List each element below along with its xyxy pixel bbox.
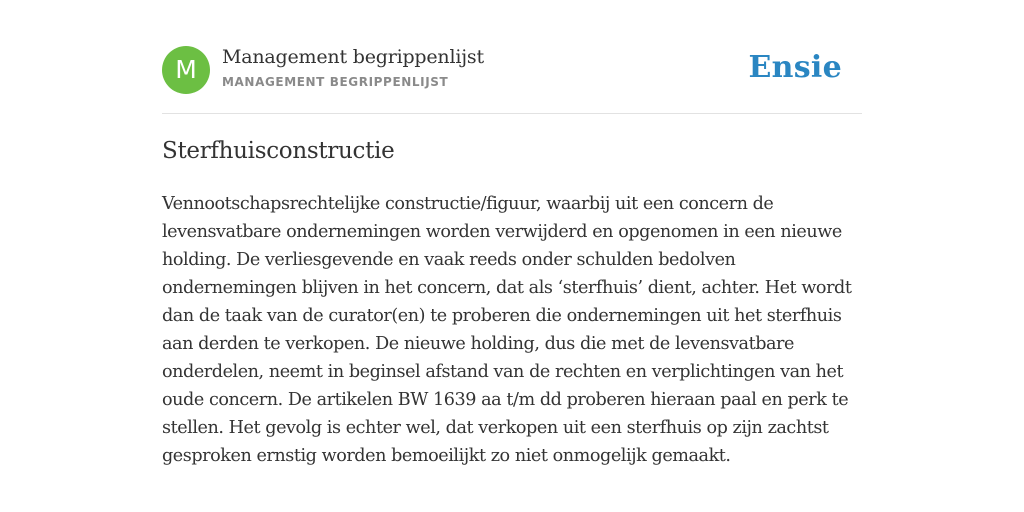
header-divider xyxy=(162,113,862,114)
list-title-link[interactable]: Management begrippenlijst xyxy=(222,46,484,68)
definition-card xyxy=(162,0,862,512)
list-subtitle: MANAGEMENT BEGRIPPENLIJST xyxy=(222,75,449,89)
term-definition: Vennootschapsrechtelijke constructie/figuur, waarbij uit een concern de levensvatbare ondernemingen worden verwijderd en opgenomen in een nieuwe holding. De verliesgevende en vaak reeds onder schulden bedolven ondernemingen blijven in het concern, dat als ‘sterfhuis’ dient, achter. Het wordt dan de taak van de curator(en) te proberen die ondernemingen uit het sterfhuis aan derden te verkopen. De nieuwe holding, dus die met de levensvatbare onderdelen, neemt in beginsel afstand van de rechten en verplichtingen van het oude concern. De artikelen BW 1639 aa t/m dd proberen hieraan paal en perk te stellen. Het gevolg is echter wel, dat verkopen uit een sterfhuis op zijn zachtst gesproken ernstig worden bemoeilijkt zo niet onmogelijk gemaakt. xyxy=(162,194,852,466)
card-header xyxy=(162,46,862,96)
term-title: Sterfhuisconstructie xyxy=(162,138,395,164)
ensie-logo[interactable]: Ensie xyxy=(748,50,842,85)
list-avatar[interactable]: M xyxy=(162,46,210,94)
